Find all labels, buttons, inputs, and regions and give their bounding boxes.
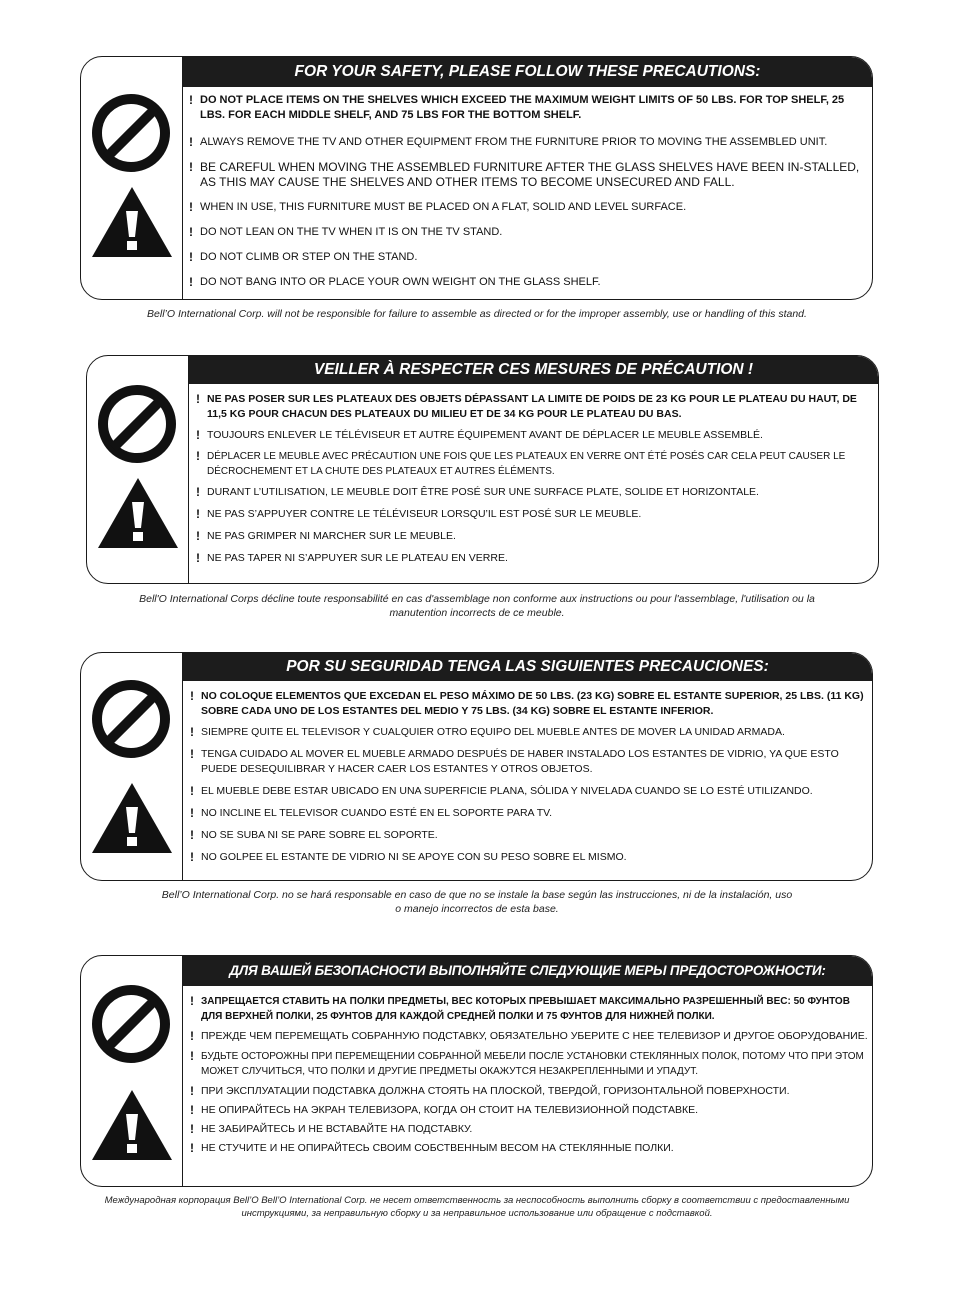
icon-column <box>81 653 183 880</box>
section-header: ДЛЯ ВАШЕЙ БЕЗОПАСНОСТИ ВЫПОЛНЯЙТЕ СЛЕДУЮЩИЕ МЕРЫ ПРЕДОСТОРОЖНОСТИ: <box>183 956 872 986</box>
safety-panel-es <box>80 652 873 881</box>
precaution-item: ! NE PAS S’APPUYER CONTRE LE TÉLÉVISEUR LORSQU’IL EST POSÉ SUR LE MEUBLE. <box>196 507 642 521</box>
precaution-item: ! DO NOT LEAN ON THE TV WHEN IT IS ON THE TV STAND. <box>189 225 503 239</box>
precaution-list <box>190 689 868 865</box>
precaution-item: ! DURANT L’UTILISATION, LE MEUBLE DOIT ÊTRE POSÉ SUR UNE SURFACE PLATE, SOLIDE ET HORIZONTALE. <box>196 485 759 499</box>
precaution-item: ! TENGA CUIDADO AL MOVER EL MUEBLE ARMADO DESPUÉS DE HABER INSTALADO LOS ESTANTES DE VIDRIO, YA QUE ESTO PUEDE DESEQUILIBRAR Y HACER CAER LOS ESTANTES Y OTROS OBJETOS. <box>190 747 839 775</box>
icon-column <box>87 356 189 583</box>
precaution-item: ! EL MUEBLE DEBE ESTAR UBICADO EN UNA SUPERFICIE PLANA, SÓLIDA Y NIVELADA CUANDO SE LO ESTÉ UTILIZANDO. <box>190 784 813 798</box>
precaution-item: ! NE PAS TAPER NI S’APPUYER SUR LE PLATEAU EN VERRE. <box>196 551 508 565</box>
section-header: POR SU SEGURIDAD TENGA LAS SIGUIENTES PRECAUCIONES: <box>183 653 872 681</box>
icon-column <box>81 57 183 299</box>
precaution-item: ! NE PAS POSER SUR LES PLATEAUX DES OBJETS DÉPASSANT LA LIMITE DE POIDS DE 23 KG POUR LE PLATEAU DU HAUT, DE 11,5 KG POUR CHACUN DES PLATEAUX DU MILIEU ET DE 34 KG POUR LE PLATEAU DU BAS. <box>196 392 857 420</box>
precaution-item: ! BE CAREFUL WHEN MOVING THE ASSEMBLED FURNITURE AFTER THE GLASS SHELVES HAVE BEEN IN-STALLED, AS THIS MAY CAUSE THE SHELVES AND OTHER ITEMS TO BECOME UNSECURED AND FALL. <box>189 160 860 189</box>
precaution-item: ! NO INCLINE EL TELEVISOR CUANDO ESTÉ EN EL SOPORTE PARA TV. <box>190 806 553 820</box>
safety-panel-en <box>80 56 873 300</box>
warning-triangle-icon <box>96 476 180 550</box>
safety-panel-fr <box>86 355 879 584</box>
precaution-item: ! NO SE SUBA NI SE PARE SOBRE EL SOPORTE. <box>190 828 438 842</box>
prohibition-icon <box>89 677 173 761</box>
disclaimer-en: Bell’O International Corp. will not be responsible for failure to assemble as directed or for the improper assembly, use or handling of this stand. <box>147 308 807 320</box>
precaution-item: ! DO NOT CLIMB OR STEP ON THE STAND. <box>189 250 418 264</box>
precaution-item: ! ЗАПРЕЩАЕТСЯ СТАВИТЬ НА ПОЛКИ ПРЕДМЕТЫ, ВЕС КОТОРЫХ ПРЕВЫШАЕТ МАКСИМАЛЬНО РАЗРЕШЕННЫЙ ВЕС: 50 ФУНТОВ ДЛЯ ВЕРХНЕЙ ПОЛКИ, 25 ФУНТОВ ДЛЯ КАЖДОЙ СРЕДНЕЙ ПОЛКИ И 75 ФУНТОВ ДЛЯ НИЖНЕЙ ПОЛКИ. <box>190 994 850 1022</box>
precaution-item: ! НЕ СТУЧИТЕ И НЕ ОПИРАЙТЕСЬ СВОИМ СОБСТВЕННЫМ ВЕСОМ НА СТЕКЛЯННЫЕ ПОЛКИ. <box>190 1141 674 1155</box>
precaution-item: ! NO GOLPEE EL ESTANTE DE VIDRIO NI SE APOYE CON SU PESO SOBRE EL MISMO. <box>190 850 627 864</box>
precaution-item: ! WHEN IN USE, THIS FURNITURE MUST BE PLACED ON A FLAT, SOLID AND LEVEL SURFACE. <box>189 200 687 214</box>
disclaimer-ru: Международная корпорация Bell’O Bell’O International Corp. не несет ответственность за неспособность выполнить сборку в соответствии с предоставленными инструкциями, за неправильную сборку и за неправильное использование или обращение с подставкой. <box>104 1195 850 1219</box>
warning-triangle-icon <box>90 185 174 259</box>
precaution-list <box>189 93 868 290</box>
section-header: FOR YOUR SAFETY, PLEASE FOLLOW THESE PRECAUTIONS: <box>183 57 872 87</box>
icon-column <box>81 956 183 1186</box>
disclaimer-fr: Bell'O International Corps décline toute responsabilité en cas d'assemblage non conforme aux instructions ou pour l'assemblage, l'utilisation ou la manutention incorrects de ce meuble. <box>139 593 815 619</box>
precaution-item: ! NE PAS GRIMPER NI MARCHER SUR LE MEUBLE. <box>196 529 456 543</box>
precaution-item: ! DO NOT BANG INTO OR PLACE YOUR OWN WEIGHT ON THE GLASS SHELF. <box>189 275 601 289</box>
safety-panel-ru <box>80 955 873 1187</box>
precaution-item: ! НЕ ОПИРАЙТЕСЬ НА ЭКРАН ТЕЛЕВИЗОРА, КОГДА ОН СТОИТ НА ТЕЛЕВИЗИОННОЙ ПОДСТАВКЕ. <box>190 1103 699 1117</box>
disclaimer-es: Bell’O International Corp. no se hará responsable en caso de que no se instale la base según las instrucciones, ni de la instalación, uso o manejo incorrectos de esta base. <box>161 889 793 915</box>
prohibition-icon <box>89 982 173 1066</box>
precaution-item: ! БУДЬТЕ ОСТОРОЖНЫ ПРИ ПЕРЕМЕЩЕНИИ СОБРАННОЙ МЕБЕЛИ ПОСЛЕ УСТАНОВКИ СТЕКЛЯННЫХ ПОЛОК, ПОТОМУ ЧТО ПРИ ЭТОМ МОЖЕТ СЛУЧИТЬСЯ, ЧТО ПОЛКИ И ДРУГИЕ ПРЕДМЕТЫ ОКАЖУТСЯ НЕЗАКРЕПЛЕННЫМИ И УПАДУТ. <box>190 1049 864 1077</box>
precaution-item: ! ПРИ ЭКСПЛУАТАЦИИ ПОДСТАВКА ДОЛЖНА СТОЯТЬ НА ПЛОСКОЙ, ТВЕРДОЙ, ГОРИЗОНТАЛЬНОЙ ПОВЕРХНОСТИ. <box>190 1084 790 1098</box>
precaution-item: ! DO NOT PLACE ITEMS ON THE SHELVES WHICH EXCEED THE MAXIMUM WEIGHT LIMITS OF 50 LBS. FOR TOP SHELF, 25 LBS. FOR EACH MIDDLE SHELF, AND 75 LBS FOR THE BOTTOM SHELF. <box>189 93 845 121</box>
precaution-item: ! НЕ ЗАБИРАЙТЕСЬ И НЕ ВСТАВАЙТЕ НА ПОДСТАВКУ. <box>190 1122 473 1136</box>
precaution-item: ! SIEMPRE QUITE EL TELEVISOR Y CUALQUIER OTRO EQUIPO DEL MUEBLE ANTES DE MOVER LA UNIDAD ARMADA. <box>190 725 785 739</box>
prohibition-icon <box>89 91 173 175</box>
precaution-list <box>196 392 874 566</box>
precaution-list <box>190 994 868 1156</box>
precaution-item: ! DÉPLACER LE MEUBLE AVEC PRÉCAUTION UNE FOIS QUE LES PLATEAUX EN VERRE ONT ÉTÉ POSÉS CAR CELA PEUT CAUSER LE DÉCROCHEMENT ET LA CHUTE DES PLATEAUX ET AUTRES ÉLÉMENTS. <box>196 449 846 477</box>
section-header: VEILLER À RESPECTER CES MESURES DE PRÉCAUTION ! <box>189 356 878 384</box>
warning-triangle-icon <box>90 781 174 855</box>
prohibition-icon <box>95 382 179 466</box>
precaution-item: ! NO COLOQUE ELEMENTOS QUE EXCEDAN EL PESO MÁXIMO DE 50 LBS. (23 KG) SOBRE EL ESTANTE SUPERIOR, 25 LBS. (11 KG) SOBRE CADA UNO DE LOS ESTANTES DEL MEDIO Y 75 LBS. (34 KG) SOBRE EL ESTANTE INFERIOR. <box>190 689 864 717</box>
precaution-item: ! ALWAYS REMOVE THE TV AND OTHER EQUIPMENT FROM THE FURNITURE PRIOR TO MOVING THE ASSEMBLED UNIT. <box>189 135 828 149</box>
warning-triangle-icon <box>90 1088 174 1162</box>
precaution-item: ! TOUJOURS ENLEVER LE TÉLÉVISEUR ET AUTRE ÉQUIPEMENT AVANT DE DÉPLACER LE MEUBLE ASSEMBLÉ. <box>196 428 763 442</box>
precaution-item: ! ПРЕЖДЕ ЧЕМ ПЕРЕМЕЩАТЬ СОБРАННУЮ ПОДСТАВКУ, ОБЯЗАТЕЛЬНО УБЕРИТЕ С НЕЕ ТЕЛЕВИЗОР И ДРУГОЕ ОБОРУДОВАНИЕ. <box>190 1029 868 1043</box>
